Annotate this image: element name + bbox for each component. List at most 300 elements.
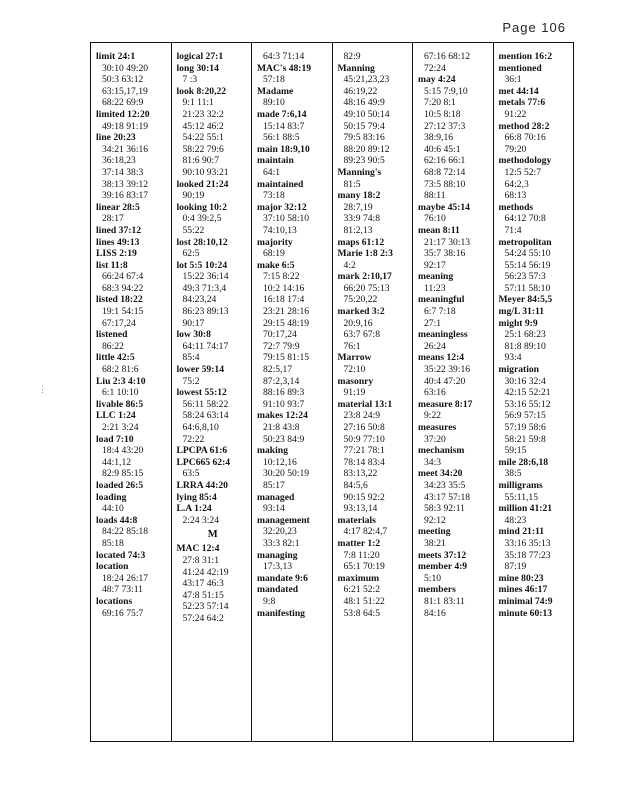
page-reference: 93:13,14 xyxy=(343,503,378,515)
index-term: met 44:14 xyxy=(498,85,539,97)
page-reference: 33:16 35:13 xyxy=(504,537,551,549)
index-term: mark 2:10,17 xyxy=(337,271,392,283)
page-reference: 84:23,24 xyxy=(182,294,217,306)
page-reference: 85:17 xyxy=(263,479,285,491)
index-term: meet 34:20 xyxy=(418,468,463,480)
index-term: list 11:8 xyxy=(96,259,128,271)
page-reference: 91:22 xyxy=(504,108,527,120)
index-term: maybe 45:14 xyxy=(418,201,470,213)
page-reference: 82:5,17 xyxy=(263,364,293,376)
page-reference: 79:15 81:15 xyxy=(263,352,310,364)
page-reference: 30:20 50:19 xyxy=(263,468,310,480)
index-term: member 4:9 xyxy=(418,561,468,573)
page-reference: 72:22 xyxy=(182,433,205,445)
index-term: mind 21:11 xyxy=(498,526,545,538)
index-term: may 4:24 xyxy=(418,74,456,86)
page-reference: 83:13,22 xyxy=(343,468,378,480)
page-reference: 6:7 7:18 xyxy=(424,306,456,318)
page-reference: 36:18,23 xyxy=(102,155,136,167)
page-reference: 81:5 xyxy=(343,178,361,190)
page-reference: 72:7 79:9 xyxy=(263,340,300,352)
page-reference: 7:8 11:20 xyxy=(343,549,380,561)
page-reference: 29:15 48:19 xyxy=(263,317,310,329)
index-term: making xyxy=(257,445,288,457)
page-reference: 66:8 70:16 xyxy=(504,132,546,144)
page-reference: 43:17 46:3 xyxy=(182,578,224,590)
page-reference: 52:23 57:14 xyxy=(182,601,229,613)
index-term: Madame xyxy=(257,85,294,97)
index-term: managed xyxy=(257,491,295,503)
page-reference: 64:11 74:17 xyxy=(182,340,229,352)
page-reference: 89:10 xyxy=(263,97,285,109)
page-reference: 84:5,6 xyxy=(343,479,368,491)
page-reference: 45:12 46:2 xyxy=(182,120,224,132)
page-reference: 50:9 77:10 xyxy=(343,433,385,445)
page-reference: 33:3 82:1 xyxy=(263,537,300,549)
page-reference: 90:17 xyxy=(182,317,205,329)
page-reference: 10:5 8:18 xyxy=(424,108,461,120)
page-reference: 79:20 xyxy=(504,143,527,155)
index-term: mentioned xyxy=(498,62,542,74)
index-column-6 xyxy=(494,43,574,741)
page-reference: 57:19 58:6 xyxy=(504,422,546,433)
index-term: masonry xyxy=(337,375,374,387)
index-term: measure 8:17 xyxy=(418,398,473,410)
page-reference: 34:21 36:16 xyxy=(102,143,149,155)
page-reference: 50:3 63:12 xyxy=(102,74,144,86)
page-reference: 9:1 11:1 xyxy=(182,97,214,109)
index-term: lost 28:10,12 xyxy=(176,236,228,248)
index-term: MAC 12:4 xyxy=(176,543,220,555)
index-column-5 xyxy=(413,43,494,741)
index-term: majority xyxy=(257,236,293,248)
index-term: major 32:12 xyxy=(257,201,307,213)
index-column-3 xyxy=(252,43,333,741)
index-term: look 8:20,22 xyxy=(176,85,227,97)
index-term: LISS 2:19 xyxy=(96,248,137,260)
index-term: minute 60:13 xyxy=(498,607,553,619)
page-reference: 54:22 55:1 xyxy=(182,132,224,144)
margin-mark: ⋮ xyxy=(38,384,47,394)
page-reference: 50:23 84:9 xyxy=(263,433,305,445)
page-reference: 82:9 85:15 xyxy=(102,468,144,480)
page-reference: 11:23 xyxy=(424,282,446,294)
index-term: linear 28:5 xyxy=(96,201,140,213)
page-reference: 43:17 57:18 xyxy=(424,491,471,503)
page-reference: 26:24 xyxy=(424,340,446,352)
page-reference: 46:19,22 xyxy=(343,85,378,97)
page-reference: 28:7,19 xyxy=(343,201,373,213)
index-term: meeting xyxy=(418,526,451,538)
index-term: members xyxy=(418,584,456,596)
page-reference: 42:15 52:21 xyxy=(504,387,551,399)
section-letter: M xyxy=(207,529,218,541)
page-reference: 9:8 xyxy=(263,595,276,607)
page-reference: 4:2 xyxy=(343,259,356,271)
page-reference: 69:16 75:7 xyxy=(102,607,144,619)
index-term: mention 16:2 xyxy=(498,51,553,62)
page-reference: 86:22 xyxy=(102,340,124,352)
page-reference: 68:2 81:6 xyxy=(102,364,139,376)
index-term: mg/L 31:11 xyxy=(498,306,545,318)
page-reference: 16:18 17:4 xyxy=(263,294,305,306)
index-term: main 18:9,10 xyxy=(257,143,310,155)
index-term: LPCPA 61:6 xyxy=(176,445,228,457)
index-term: location xyxy=(96,561,129,573)
page-reference: 88:16 89:3 xyxy=(263,387,305,399)
page-reference: 33:9 74:8 xyxy=(343,213,381,225)
page-reference: 57:18 xyxy=(263,74,285,86)
page-reference: 23:21 28:16 xyxy=(263,306,310,318)
page-reference: 37:14 38:3 xyxy=(102,166,144,178)
page-reference: 91:19 xyxy=(343,387,366,399)
page-reference: 38:21 xyxy=(424,537,446,549)
page-reference: 68:3 94:22 xyxy=(102,282,144,294)
page-reference: 73:18 xyxy=(263,190,285,202)
page-reference: 6:1 10:10 xyxy=(102,387,139,399)
page-reference: 87:19 xyxy=(504,561,527,573)
page-reference: 38:13 39:12 xyxy=(102,178,149,190)
page-reference: 73:5 88:10 xyxy=(424,178,466,190)
page-reference: 81:1 83:11 xyxy=(424,595,465,607)
page-reference: 6:21 52:2 xyxy=(343,584,381,596)
page-reference: 27:12 37:3 xyxy=(424,120,466,132)
page-reference: 64:1 xyxy=(263,166,281,178)
index-term: made 7:6,14 xyxy=(257,108,307,120)
index-column-4 xyxy=(333,43,414,741)
page-reference: 59:15 xyxy=(504,445,527,457)
page-reference: 93:4 xyxy=(504,352,522,364)
index-term: Manning's xyxy=(337,166,382,178)
page-reference: 81:6 90:7 xyxy=(182,155,220,167)
page-reference: 38:5 xyxy=(504,468,522,480)
page-reference: 62:5 xyxy=(182,248,200,260)
index-term: managing xyxy=(257,549,298,561)
page-reference: 82:9 xyxy=(343,51,361,62)
index-term: marked 3:2 xyxy=(337,306,385,318)
page-reference: 10:2 14:16 xyxy=(263,282,305,294)
index-term: Marrow xyxy=(337,352,372,364)
index-term: locations xyxy=(96,595,133,607)
index-term: mile 28:6,18 xyxy=(498,456,549,468)
index-term: management xyxy=(257,514,310,526)
page-reference: 58:22 79:6 xyxy=(182,143,224,155)
page-reference: 30:10 49:20 xyxy=(102,62,149,74)
page-label: Page 106 xyxy=(502,20,566,35)
index-term: makes 12:24 xyxy=(257,410,308,422)
page-reference: 66:20 75:13 xyxy=(343,282,390,294)
page-reference: 21:8 43:8 xyxy=(263,422,300,433)
index-term: might 9:9 xyxy=(498,317,538,329)
index-term: low 30:8 xyxy=(176,329,211,341)
page-reference: 84:22 85:18 xyxy=(102,526,149,538)
page-reference: 67:17,24 xyxy=(102,317,136,329)
page-reference: 36:1 xyxy=(504,74,522,86)
index-term: load 7:10 xyxy=(96,433,134,445)
page-reference: 75:20,22 xyxy=(343,294,378,306)
page-reference: 64:3 71:14 xyxy=(263,51,305,62)
page-reference: 85:4 xyxy=(182,352,200,364)
index-term: maintained xyxy=(257,178,304,190)
index-term: many 18:2 xyxy=(337,190,381,202)
page-reference: 92:12 xyxy=(424,514,446,526)
page-reference: 64:6,8,10 xyxy=(182,422,219,433)
page-reference: 56:9 57:15 xyxy=(504,410,546,422)
index-term: minimal 74:9 xyxy=(498,595,553,607)
index-term: line 20:23 xyxy=(96,132,136,144)
page-reference: 63:16 xyxy=(424,387,446,399)
index-term: lower 59:14 xyxy=(176,364,225,376)
index-term: method 28:2 xyxy=(498,120,550,132)
page-reference: 68:22 69:9 xyxy=(102,97,144,109)
page-reference: 41:24 42:19 xyxy=(182,566,229,578)
index-term: maps 61:12 xyxy=(337,236,385,248)
page-reference: 40:6 45:1 xyxy=(424,143,461,155)
index-term: mandated xyxy=(257,584,299,596)
index-term: meaningless xyxy=(418,329,468,341)
index-term: lot 5:5 10:24 xyxy=(176,259,228,271)
page-reference: 21:23 32:2 xyxy=(182,108,224,120)
page-reference: 35:18 77:23 xyxy=(504,549,551,561)
page-reference: 74:10,13 xyxy=(263,224,297,236)
page-reference: 63:5 xyxy=(182,468,200,480)
page-reference: 58:24 63:14 xyxy=(182,410,229,422)
index-term: lowest 55:12 xyxy=(176,387,227,399)
index-term: livable 86:5 xyxy=(96,398,144,410)
index-term: logical 27:1 xyxy=(176,51,224,62)
page-reference: 48:7 73:11 xyxy=(102,584,143,596)
page-reference: 19:1 54:15 xyxy=(102,306,144,318)
index-term: methods xyxy=(498,201,534,213)
page-reference: 49:10 50:14 xyxy=(343,108,390,120)
page-reference: 68:19 xyxy=(263,248,285,260)
page-reference: 57:11 58:10 xyxy=(504,282,551,294)
index-term: milligrams xyxy=(498,479,543,491)
page-reference: 4:17 82:4,7 xyxy=(343,526,388,538)
page-reference: 56:11 58:22 xyxy=(182,398,229,410)
index-term: looking 10:2 xyxy=(176,201,227,213)
page-reference: 44:10 xyxy=(102,503,124,515)
index-term: Liu 2:3 4:10 xyxy=(96,375,146,387)
index-term: mines 46:17 xyxy=(498,584,548,596)
page-reference: 90:19 xyxy=(182,190,205,202)
page-reference: 81:2,13 xyxy=(343,224,373,236)
page-reference: 58:21 59:8 xyxy=(504,433,546,445)
page-reference: 88:20 89:12 xyxy=(343,143,390,155)
index-term: make 6:5 xyxy=(257,259,295,271)
page-reference: 39:16 83:17 xyxy=(102,190,149,202)
page-reference: 50:15 79:4 xyxy=(343,120,385,132)
page-reference: 55:14 56:19 xyxy=(504,259,551,271)
page-reference: 57:24 64:2 xyxy=(182,612,224,624)
page-reference: 70:17,24 xyxy=(263,329,297,341)
page-reference: 90:15 92:2 xyxy=(343,491,385,503)
index-term: maximum xyxy=(337,572,380,584)
page-reference: 65:1 70:19 xyxy=(343,561,385,573)
page-reference: 79:5 83:16 xyxy=(343,132,385,144)
index-term: means 12:4 xyxy=(418,352,465,364)
index-term: L.A 1:24 xyxy=(176,503,212,515)
page-reference: 18:4 43:20 xyxy=(102,445,144,457)
page-reference: 48:16 49:9 xyxy=(343,97,385,109)
index-term: loads 44:8 xyxy=(96,514,138,526)
index-term: methodology xyxy=(498,155,552,167)
page-reference: 34:3 xyxy=(424,456,442,468)
index-term: limited 12:20 xyxy=(96,108,150,120)
index-term: mean 8:11 xyxy=(418,224,460,236)
index-term: listened xyxy=(96,329,128,341)
page-reference: 21:17 30:13 xyxy=(424,236,471,248)
page-reference: 81:8 89:10 xyxy=(504,340,546,352)
index-term: MAC's 48:19 xyxy=(257,62,312,74)
index-term: little 42:5 xyxy=(96,352,135,364)
index-term: located 74:3 xyxy=(96,549,146,561)
page-reference: 30:16 32:4 xyxy=(504,375,546,387)
page-reference: 44:1,12 xyxy=(102,456,132,468)
page-reference: 53:16 55:12 xyxy=(504,398,551,410)
index-term: lined 37:12 xyxy=(96,224,142,236)
page-reference: 89:23 90:5 xyxy=(343,155,385,167)
page-reference: 32:20,23 xyxy=(263,526,297,538)
index-term: metropolitan xyxy=(498,236,552,248)
page-reference: 55:22 xyxy=(182,224,205,236)
index-term: Meyer 84:5,5 xyxy=(498,294,553,306)
page-reference: 28:17 xyxy=(102,213,124,225)
page-reference: 76:1 xyxy=(343,340,361,352)
index-term: measures xyxy=(418,422,457,433)
page-reference: 27:1 xyxy=(424,317,442,329)
page-reference: 67:16 68:12 xyxy=(424,51,471,62)
page-reference: 87:2,3,14 xyxy=(263,375,300,387)
index-term: mine 80:23 xyxy=(498,572,544,584)
page-reference: 85:18 xyxy=(102,537,124,549)
page-reference: 76:10 xyxy=(424,213,446,225)
page-reference: 88:11 xyxy=(424,190,446,202)
page-reference: 34:23 35:5 xyxy=(424,479,466,491)
page-reference: 75:2 xyxy=(182,375,200,387)
page-reference: 71:4 xyxy=(504,224,522,236)
index-term: material 13:1 xyxy=(337,398,393,410)
page-reference: 9:22 xyxy=(424,410,442,422)
index-term: materials xyxy=(337,514,376,526)
page-reference: 20:9,16 xyxy=(343,317,373,329)
index-term: meets 37:12 xyxy=(418,549,467,561)
page-reference: 48:23 xyxy=(504,514,527,526)
index-term: LRRA 44:20 xyxy=(176,479,228,491)
page-reference: 53:8 64:5 xyxy=(343,607,381,619)
page-reference: 90:10 93:21 xyxy=(182,166,229,178)
index-table xyxy=(90,42,574,742)
index-term: long 30:14 xyxy=(176,62,219,74)
page-reference: 5:10 xyxy=(424,572,442,584)
page-reference: 7:20 8:1 xyxy=(424,97,456,109)
page-reference: 12:5 52:7 xyxy=(504,166,542,178)
page-reference: 35:7 38:16 xyxy=(424,248,466,260)
index-column-1 xyxy=(91,43,172,741)
index-term: metals 77:6 xyxy=(498,97,546,109)
page-reference: 66:24 67:4 xyxy=(102,271,144,283)
page-reference: 49:3 71:3,4 xyxy=(182,282,227,294)
page-reference: 48:1 51:22 xyxy=(343,595,385,607)
index-term: lines 49:13 xyxy=(96,236,140,248)
index-term: loaded 26:5 xyxy=(96,479,144,491)
page-reference: 27:8 31:1 xyxy=(182,554,220,566)
page-reference: 68:8 72:14 xyxy=(424,166,466,178)
index-term: listed 18:22 xyxy=(96,294,143,306)
index-term: LLC 1:24 xyxy=(96,410,136,422)
page-reference: 77:21 78:1 xyxy=(343,445,385,457)
page-reference: 23:8 24:9 xyxy=(343,410,381,422)
page-reference: 25:1 68:23 xyxy=(504,329,546,341)
page-reference: 56:23 57:3 xyxy=(504,271,546,283)
page-reference: 35:22 39:16 xyxy=(424,364,471,376)
page-reference: 84:16 xyxy=(424,607,446,619)
page-reference: 64:2,3 xyxy=(504,178,529,190)
page-reference: 91:10 93:7 xyxy=(263,398,305,410)
page-reference: 55:11,15 xyxy=(504,491,538,503)
index-term: LPC665 62:4 xyxy=(176,456,231,468)
index-term: Manning xyxy=(337,62,375,74)
page-reference: 72:10 xyxy=(343,364,366,376)
page-reference: 56:1 88:5 xyxy=(263,132,300,144)
page-reference: 37:10 58:10 xyxy=(263,213,310,225)
index-term: million 41:21 xyxy=(498,503,553,515)
page-reference: 45:21,23,23 xyxy=(343,74,390,86)
index-term: mandate 9:6 xyxy=(257,572,308,584)
index-term: loading xyxy=(96,491,127,503)
page-reference: 63:7 67:8 xyxy=(343,329,381,341)
page-reference: 49:18 91:19 xyxy=(102,120,149,132)
page-reference: 18:24 26:17 xyxy=(102,572,149,584)
index-term: meaning xyxy=(418,271,454,283)
page-reference: 15:14 83:7 xyxy=(263,120,305,132)
index-term: limit 24:1 xyxy=(96,51,136,62)
page-reference: 17:3,13 xyxy=(263,561,293,573)
page-reference: 58:3 92:11 xyxy=(424,503,465,515)
page-reference: 62:16 66:1 xyxy=(424,155,466,167)
page-reference: 15:22 36:14 xyxy=(182,271,229,283)
index-term: Marie 1:8 2:3 xyxy=(337,248,393,260)
page-reference: 78:14 83:4 xyxy=(343,456,385,468)
index-term: mechanism xyxy=(418,445,465,457)
page-reference: 7:15 8:22 xyxy=(263,271,300,283)
page-reference: 68:13 xyxy=(504,190,527,202)
index-term: meaningful xyxy=(418,294,465,306)
page-reference: 40:4 47:20 xyxy=(424,375,466,387)
page-reference: 27:16 50:8 xyxy=(343,422,385,433)
page-reference: 10:12,16 xyxy=(263,456,297,468)
page-reference: 2:24 3:24 xyxy=(182,514,220,526)
index-term: looked 21:24 xyxy=(176,178,229,190)
page-reference: 64:12 70:8 xyxy=(504,213,546,225)
page-reference: 54:24 55:10 xyxy=(504,248,551,260)
index-column-2 xyxy=(172,43,253,741)
page-reference: 72:24 xyxy=(424,62,446,74)
page-reference: 2:21 3:24 xyxy=(102,422,139,433)
page-reference: 63:15,17,19 xyxy=(102,85,148,97)
page-reference: 38:9,16 xyxy=(424,132,454,144)
index-term: lying 85:4 xyxy=(176,491,217,503)
index-term: manifesting xyxy=(257,607,305,619)
page-reference: 37:20 xyxy=(424,433,446,445)
page-reference: 47:8 51:15 xyxy=(182,589,224,601)
page-reference: 86:23 89:13 xyxy=(182,306,229,318)
index-term: maintain xyxy=(257,155,294,167)
page-reference: 93:14 xyxy=(263,503,285,515)
page-reference: 92:17 xyxy=(424,259,446,271)
index-term: migration xyxy=(498,364,540,376)
page-reference: 0:4 39:2,5 xyxy=(182,213,222,225)
